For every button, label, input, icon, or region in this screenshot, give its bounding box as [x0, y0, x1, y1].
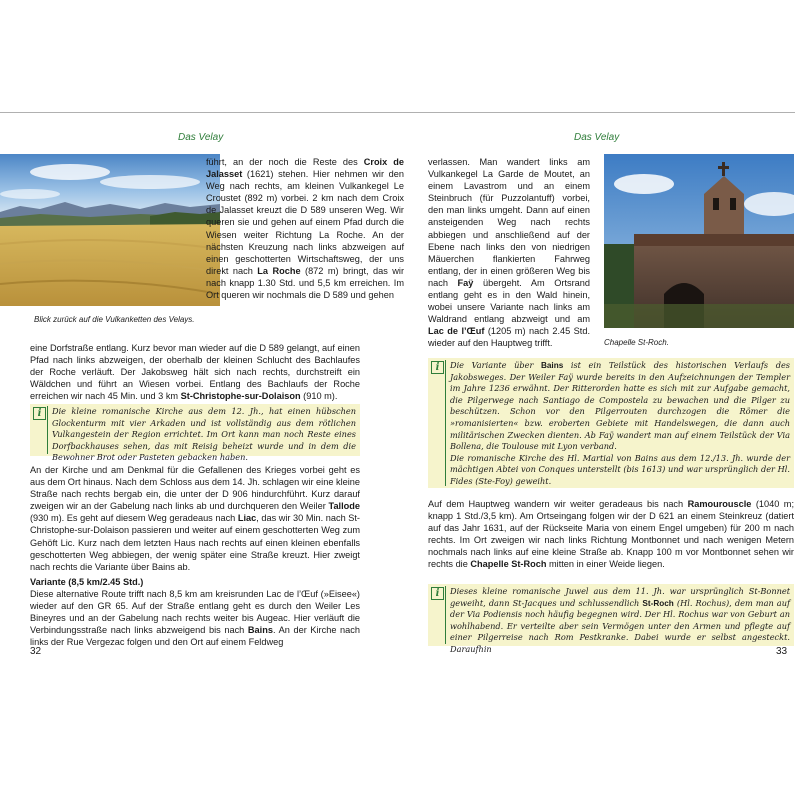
- full-width-text-right: [428, 498, 794, 571]
- text-run: übergeht. Am Ortsrand entlang geht es in den Wald hinein, wobei unsere Variante nach links am Waldrand entlang abzweigt und am: [428, 277, 590, 325]
- text-run: (872 m) bringt, das wir nach knapp 1.30 Std. und 5,5 km erreichen. Im Ort queren wir nochmals die D 589 und gehen: [206, 265, 405, 301]
- volcanic-landscape-photo: [0, 154, 220, 306]
- info-text: [450, 360, 790, 453]
- place-la-roche: La Roche: [257, 265, 301, 276]
- page-number-right: 33: [776, 646, 788, 657]
- text-run: , das wir 30 Min. nach St-Christophe-sur-Dolaison passieren und weiter auf einem geschotterten Weg zum Gehöft Lic. Kurz nach dem letzten Haus nach rechts auf einen kleinen ebenfalls geschotterten Weg abbiegen, der wenig später eine Straße kreuzt. Hier zweigt nach rechts die Variante über Bains ab.: [30, 513, 360, 572]
- info-box-bains: [428, 358, 794, 488]
- page-number-left: 32: [30, 646, 42, 657]
- paragraph: [30, 588, 360, 648]
- info-text: [450, 586, 790, 656]
- running-header-left: Das Velay: [178, 132, 224, 143]
- info-icon: i: [431, 361, 444, 374]
- full-width-text-1: [30, 342, 360, 402]
- place-bains: Bains: [247, 625, 273, 636]
- left-page: [30, 112, 404, 672]
- variant-heading: Variante (8,5 km/2.45 Std.): [30, 577, 144, 587]
- info-icon: i: [33, 407, 46, 420]
- text-run: (1205 m) nach 2.45 Std. wieder auf den Hauptweg trifft.: [428, 326, 591, 349]
- place-liac: Liac: [237, 513, 257, 524]
- text-run: verlassen. Man wandert links am Vulkankegel La Garde de Moutet, an einem Lavastrom und an einem Steinbruch (für Puzzolantuff) vorbei, den man links umgeht. Dann auf einen ansteigenden Weg nach rechts abbiegen und anschließend auf der Ebene nach links den von niedrigen Mäuerchen flankierten Fahrweg entlang, der in einen größeren Weg bis nach: [428, 157, 590, 288]
- text-run: An der Kirche und am Denkmal für die Gefallenen des Krieges vorbei geht es aus dem Ort hinaus. Nach dem Schloss aus dem 14. Jh. schlagen wir eine kleine Straße nach rechts bergab ein, die unter der D 906 hindurchführt. Kurz darauf zweigen wir an der Gabelung nach links ab und durchqueren den Weiler: [30, 465, 360, 512]
- place-lac-de-l-oeuf: Lac de l’Œuf: [428, 326, 485, 337]
- text-run: eine Dorfstraße entlang. Kurz bevor man wieder auf die D 589 gelangt, auf einen Pfad nach links abzweigen, der oberhalb der kleinen Schlucht des Bachlaufes der Roche verläuft. Der Jakobsweg hält sich nach rechts, durchstreift ein Wäldchen und führt an Wiesen vorbei. Entlang des Bachlaufs der Roche erreichen wir nach 45 Min. und 3 km: [30, 343, 360, 402]
- variant-section: [30, 576, 360, 649]
- full-width-text-2: [30, 464, 360, 573]
- place-st-christophe: St-Christophe-sur-Dolaison: [180, 391, 301, 402]
- right-page: [428, 112, 794, 672]
- book-spread: [0, 112, 795, 672]
- place-ramourouscle: Ramourouscle: [687, 499, 752, 509]
- text-run: Diese alternative Route trifft nach 8,5 km am kreisrunden Lac de l’Œuf (»Eisee«) wieder auf den GR 65. Auf der Straße entlang geht es durch den Weiler Les Bineyres und an der Gabelung nach rechts weiter bis Augeac. Hier verläuft die Verbindungsstraße nach links abzweigend bis nach: [30, 589, 360, 636]
- paragraph: [30, 342, 360, 402]
- photo-caption-left: Blick zurück auf die Vulkanketten des Velays.: [34, 315, 195, 324]
- place-tallode: Tallode: [328, 501, 360, 512]
- column-paragraph: [428, 156, 590, 350]
- info-icon: i: [431, 587, 444, 600]
- text-run: (1621) stehen. Hier nehmen wir den Weg nach rechts, am kleinen Vulkankegel Le Croustet (892 m) vorbei. 2 km nach dem Croix de Jalasset kreuzt die D 589 unseren Weg. Wir queren sie und gehen auf einem Pfad durch die Wiesen weiter Richtung La Roche. An der nächsten Kreuzung nach links abzweigen auf einen geschotterten Wirtschaftsweg, der uns direkt nach: [206, 169, 404, 276]
- column-text-right: [428, 156, 590, 350]
- text-run: (910 m).: [300, 391, 338, 402]
- text-run: (930 m). Es geht auf diesem Weg geradeaus nach: [30, 513, 238, 524]
- place-bains: Bains: [540, 361, 564, 370]
- place-st-roch: St-Roch: [642, 598, 674, 608]
- place-croix-de-jalasset: Croix de Jalasset: [206, 157, 404, 180]
- paragraph: [428, 498, 794, 571]
- paragraph: [30, 464, 360, 573]
- column-paragraph: [206, 156, 404, 301]
- text-run: . An der Kirche nach links der Rue Vergezac folgen und den Ort auf einem Feldweg: [30, 625, 360, 648]
- text-run: Die Variante über: [450, 360, 541, 370]
- text-run: ist ein Teilstück des historischen Verlaufs des Jakobsweges. Der Weiler Faÿ wurde bereits in den Aufzeichnungen der Templer im Jahre 1236 erwähnt. Der Ritterorden hatte es sich mit zur Aufgabe gemacht, die Pilgerwege nach Santiago de Compostela zu bewachen und die Pilger zu beschützen. Schon vor den Pilgerrouten durchzogen die Römer die »romanisierten« bzw. eroberten Gebiete mit Handelswegen, die dann auch militärischen Zwecken dienten. Ab Faÿ wandert man auf einem Teilstück der Via Bollena, die Toulouse mit Lyon verband.: [450, 360, 790, 452]
- place-chapelle-st-roch: Chapelle St-Roch: [470, 559, 547, 570]
- info-text-2: Die romanische Kirche des Hl. Martial von Bains aus dem 12./13. Jh. wurde der mächtigen Abtei von Conques unterstellt (bis 1613) und war ursprünglich der Hl. Fides (Ste-Foy) geweiht.: [450, 452, 790, 486]
- text-run: mitten in einer Weide liegen.: [546, 559, 665, 570]
- text-run: Auf dem Hauptweg wandern wir weiter geradeaus bis nach: [428, 499, 688, 509]
- info-box-church: [30, 404, 360, 463]
- text-run: Dieses kleine romanische Juwel aus dem 11. Jh. war ursprünglich St-Bonnet geweiht, dann St-Jacques und schlussendlich: [450, 586, 790, 608]
- text-run: (1040 m; knapp 1 Std./3,5 km). Am Ortseingang folgen wir der D 621 an einem Steinkreuz (datiert auf das Jahr 1631, auf der Rückseite Maria von einem Engel umgeben) für 200 m nach rechts. Im Ort zweigen wir nach links Richtung Montbonnet und nach wenigen Metern nochmals nach links auf eine kleine Straße ab. Knapp 100 m vor Montbonnet sehen wir rechts die: [428, 499, 794, 570]
- info-text: Die kleine romanische Kirche aus dem 12. Jh., hat einen hübschen Glockenturm mit vier Arkaden und ist vollständig aus dem rötlichen Vulkangestein der Region errichtet. Im Ort kann man noch Reste eines Dorfbackhauses sehen, das mit Reisig beheizt wurde und in dem die Bewohner Brot oder Pasteten gebacken haben.: [52, 406, 356, 463]
- column-text-left: [206, 156, 404, 301]
- chapel-photo: [604, 154, 794, 328]
- place-fay: Faÿ: [457, 277, 474, 288]
- running-header-right: Das Velay: [574, 132, 620, 143]
- text-run: (Hl. Rochus), dem man auf der Via Podiensis noch häufig begegnen wird. Der Hl. Rochus war von Geburt an wohlhabend. Er verteilte aber sein Vermögen unter den Armen und pflegte auf einer Pilgerreise nach Rom Pestkranke. Dabei wurde er selbst angesteckt. Daraufhin: [450, 597, 790, 654]
- text-run: führt, an der noch die Reste des: [206, 157, 364, 167]
- photo-caption-right: Chapelle St-Roch.: [604, 338, 669, 347]
